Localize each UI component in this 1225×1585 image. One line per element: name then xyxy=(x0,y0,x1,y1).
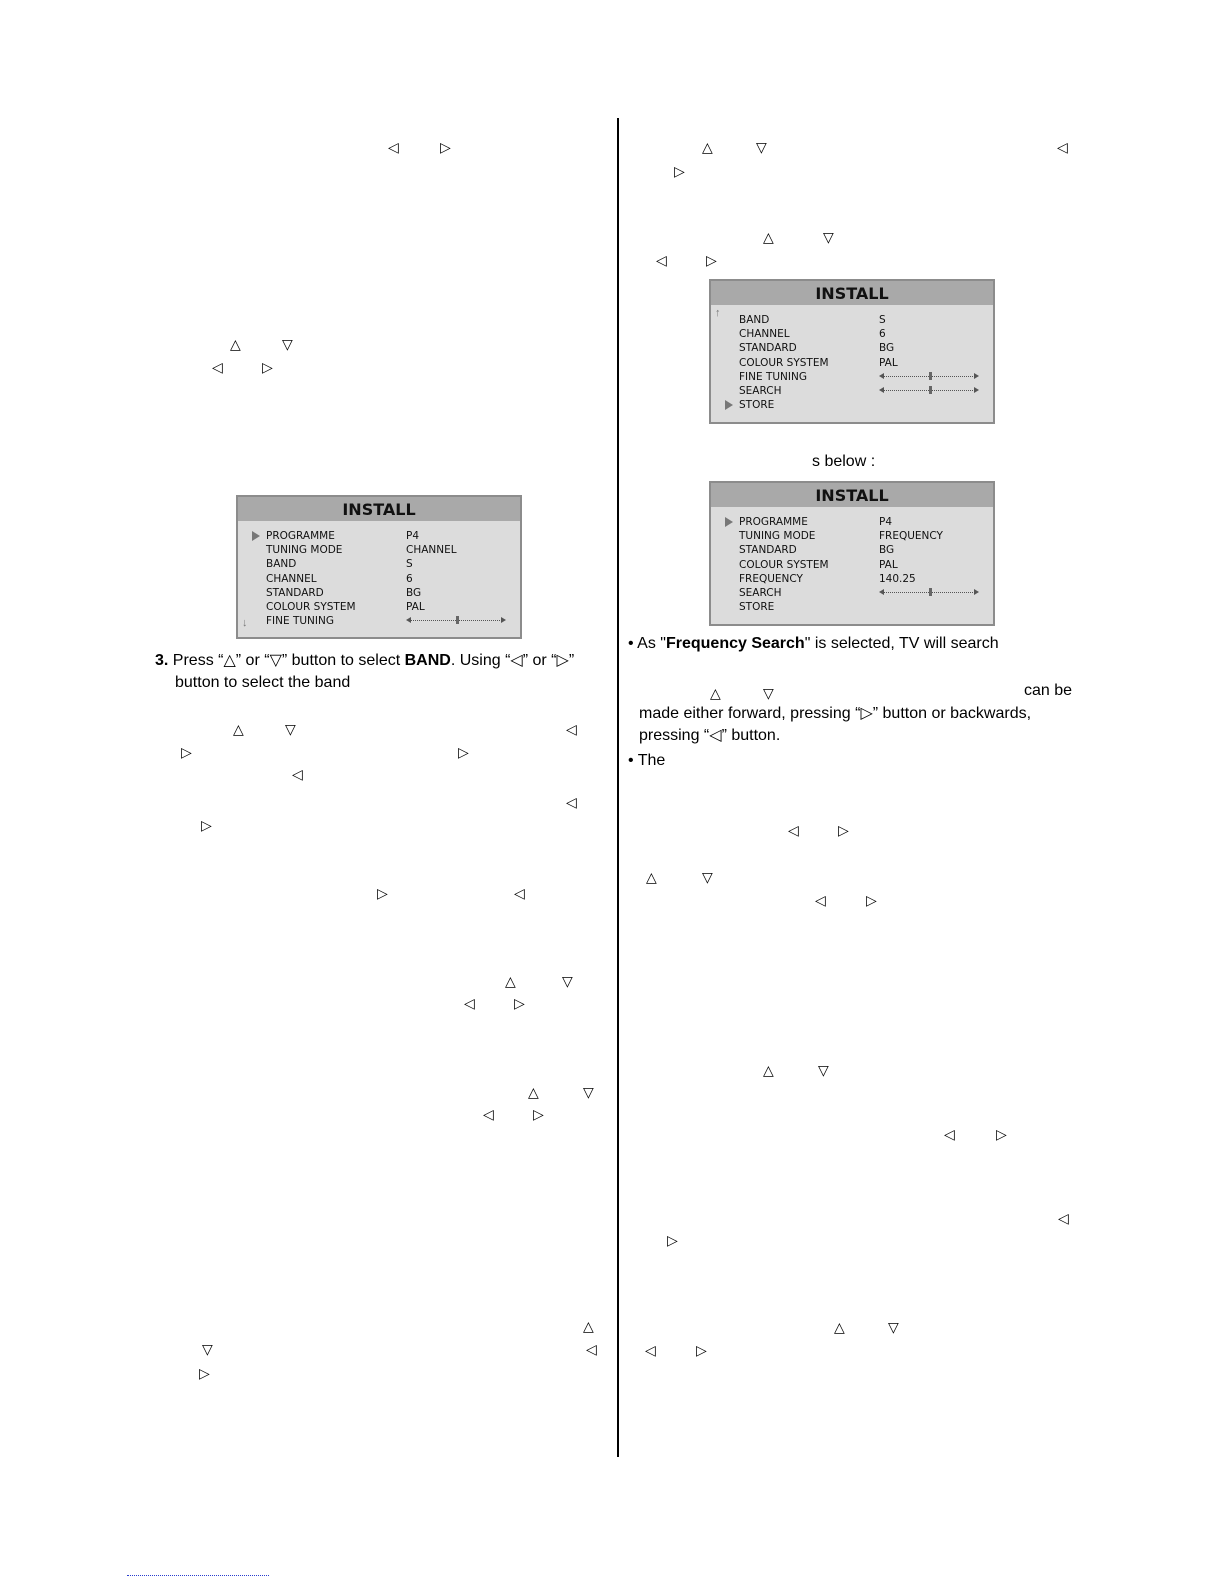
menu-rows xyxy=(711,507,993,614)
left-arrow-icon: ◁ xyxy=(212,359,223,375)
row-label: PROGRAMME xyxy=(266,530,335,542)
slider-knob[interactable] xyxy=(929,372,932,380)
step-number: 3. xyxy=(155,652,169,669)
up-arrow-icon: △ xyxy=(763,229,774,245)
left-arrow-icon: ◁ xyxy=(566,721,577,737)
right-arrow-icon: ▷ xyxy=(866,892,877,908)
pressing-line xyxy=(639,725,780,747)
row-label: STORE xyxy=(739,601,775,614)
row-value: S xyxy=(879,314,886,326)
menu-row-programme[interactable] xyxy=(711,515,993,529)
text-fragment: ” button. xyxy=(721,727,781,744)
row-label: PROGRAMME xyxy=(739,516,808,528)
up-arrow-icon: △ xyxy=(702,139,713,155)
left-arrow-icon: ◁ xyxy=(514,885,525,901)
text-fragment: ” button to select xyxy=(281,652,401,669)
slider-knob[interactable] xyxy=(929,386,932,394)
install-menu-store xyxy=(709,279,995,424)
up-arrow-icon: △ xyxy=(223,652,236,669)
right-arrow-icon: ▷ xyxy=(199,1365,210,1381)
row-value: 6 xyxy=(406,572,413,585)
row-value: S xyxy=(406,558,413,571)
menu-row-search[interactable] xyxy=(711,586,993,600)
right-arrow-icon: ▷ xyxy=(440,139,451,155)
row-label: SEARCH xyxy=(739,384,782,397)
menu-row-search[interactable] xyxy=(711,384,993,398)
menu-row-colour-system[interactable] xyxy=(238,600,520,614)
text-fragment: Press “ xyxy=(172,652,224,669)
step-3-line-2: button to select the band xyxy=(175,674,351,691)
row-label: STORE xyxy=(739,399,775,412)
menu-row-store[interactable] xyxy=(711,600,993,614)
row-label: STANDARD xyxy=(739,544,797,557)
row-label: SEARCH xyxy=(739,586,782,599)
menu-row-fine-tuning[interactable] xyxy=(238,614,520,628)
left-arrow-icon: ◁ xyxy=(709,727,722,744)
menu-title: INSTALL xyxy=(711,281,993,305)
row-value: P4 xyxy=(406,530,420,542)
row-value: P4 xyxy=(879,516,893,528)
left-arrow-icon: ◁ xyxy=(944,1126,955,1142)
text-fragment: ” or “ xyxy=(522,652,557,669)
down-arrow-icon: ▽ xyxy=(888,1319,899,1335)
selection-pointer-icon xyxy=(252,531,260,541)
slider-knob[interactable] xyxy=(929,588,932,596)
right-arrow-icon: ▷ xyxy=(556,652,569,669)
row-value: PAL xyxy=(879,356,898,369)
menu-row-tuning-mode[interactable] xyxy=(238,543,520,557)
slider-knob[interactable] xyxy=(456,616,459,624)
menu-title: INSTALL xyxy=(711,483,993,507)
right-arrow-icon: ▷ xyxy=(674,163,685,179)
down-arrow-icon: ▽ xyxy=(763,685,774,701)
fine-tuning-slider[interactable] xyxy=(879,376,979,378)
footer-dotted-line xyxy=(127,1575,269,1576)
slider-right-icon xyxy=(501,617,506,623)
row-label: BAND xyxy=(739,314,770,326)
left-arrow-icon: ◁ xyxy=(1057,139,1068,155)
row-value: 140.25 xyxy=(879,572,916,585)
right-arrow-icon: ▷ xyxy=(458,744,469,760)
text-fragment: ” or “ xyxy=(235,652,270,669)
menu-row-channel[interactable] xyxy=(711,327,993,341)
left-arrow-icon: ◁ xyxy=(464,995,475,1011)
down-arrow-icon: ▽ xyxy=(282,336,293,352)
left-arrow-icon: ◁ xyxy=(292,766,303,782)
text-fragment: pressing “ xyxy=(639,727,710,744)
menu-title: INSTALL xyxy=(238,497,520,521)
right-arrow-icon: ▷ xyxy=(838,822,849,838)
row-value: FREQUENCY xyxy=(879,530,943,543)
down-arrow-icon: ▽ xyxy=(202,1341,213,1357)
left-arrow-icon: ◁ xyxy=(788,822,799,838)
left-arrow-icon: ◁ xyxy=(586,1341,597,1357)
row-label: FINE TUNING xyxy=(266,615,335,628)
menu-row-band[interactable] xyxy=(238,557,520,571)
row-label: COLOUR SYSTEM xyxy=(739,356,829,369)
menu-row-programme[interactable] xyxy=(238,529,520,543)
row-label: FINE TUNING xyxy=(739,370,808,383)
right-arrow-icon: ▷ xyxy=(262,359,273,375)
row-value: BG xyxy=(879,544,895,557)
menu-row-band[interactable] xyxy=(711,313,993,327)
down-arrow-icon: ▽ xyxy=(583,1084,594,1100)
menu-row-frequency[interactable] xyxy=(711,572,993,586)
text-fragment: . Using “ xyxy=(450,652,511,669)
left-arrow-icon: ◁ xyxy=(510,652,523,669)
right-arrow-icon: ▷ xyxy=(533,1106,544,1122)
up-arrow-icon: △ xyxy=(763,1062,774,1078)
search-slider[interactable] xyxy=(879,592,979,594)
left-arrow-icon: ◁ xyxy=(566,794,577,810)
scroll-up-icon: ↑ xyxy=(715,307,721,319)
text-fragment: • As " xyxy=(628,635,666,652)
row-label: TUNING MODE xyxy=(266,544,343,557)
text-fragment: " is selected, TV will search xyxy=(804,635,999,652)
selection-pointer-icon xyxy=(725,517,733,527)
down-arrow-icon: ▽ xyxy=(562,973,573,989)
right-arrow-icon: ▷ xyxy=(514,995,525,1011)
row-label: FREQUENCY xyxy=(739,572,803,585)
up-arrow-icon: △ xyxy=(710,685,721,701)
right-arrow-icon: ▷ xyxy=(860,705,873,722)
left-arrow-icon: ◁ xyxy=(483,1106,494,1122)
down-arrow-icon: ▽ xyxy=(823,229,834,245)
left-arrow-icon: ◁ xyxy=(645,1342,656,1358)
install-menu-frequency xyxy=(709,481,995,626)
down-arrow-icon: ▽ xyxy=(818,1062,829,1078)
the-line: • The xyxy=(628,752,666,769)
row-value: CHANNEL xyxy=(406,544,457,557)
menu-row-standard[interactable] xyxy=(711,341,993,355)
menu-row-standard[interactable] xyxy=(238,586,520,600)
menu-row-standard[interactable] xyxy=(711,543,993,557)
row-label: STANDARD xyxy=(266,586,324,599)
menu-rows xyxy=(238,521,520,628)
row-label: TUNING MODE xyxy=(739,530,816,543)
right-arrow-icon: ▷ xyxy=(706,252,717,268)
row-value: BG xyxy=(406,586,422,599)
left-arrow-icon: ◁ xyxy=(1058,1210,1069,1226)
menu-rows xyxy=(711,305,993,412)
text-fragment: ” xyxy=(568,652,575,669)
band-keyword: BAND xyxy=(404,652,451,669)
row-label: COLOUR SYSTEM xyxy=(739,558,829,571)
row-label: CHANNEL xyxy=(739,328,790,341)
row-label: BAND xyxy=(266,558,297,571)
step-3-line-1 xyxy=(155,650,574,672)
down-arrow-icon: ▽ xyxy=(756,139,767,155)
slider-right-icon xyxy=(974,373,979,379)
text-fragment: ” button or backwards, xyxy=(872,705,1032,722)
up-arrow-icon: △ xyxy=(583,1318,594,1334)
selection-pointer-icon xyxy=(725,400,733,410)
slider-right-icon xyxy=(974,387,979,393)
down-arrow-icon: ▽ xyxy=(702,869,713,885)
row-value: PAL xyxy=(406,600,425,613)
row-label: STANDARD xyxy=(739,342,797,355)
up-arrow-icon: △ xyxy=(505,973,516,989)
row-label: COLOUR SYSTEM xyxy=(266,600,356,613)
up-arrow-icon: △ xyxy=(233,721,244,737)
row-value: BG xyxy=(879,342,895,355)
up-arrow-icon: △ xyxy=(834,1319,845,1335)
slider-right-icon xyxy=(974,589,979,595)
menu-row-fine-tuning[interactable] xyxy=(711,370,993,384)
left-arrow-icon: ◁ xyxy=(656,252,667,268)
left-arrow-icon: ◁ xyxy=(815,892,826,908)
down-arrow-icon: ▽ xyxy=(269,652,282,669)
right-arrow-icon: ▷ xyxy=(181,744,192,760)
row-value: PAL xyxy=(879,558,898,571)
right-arrow-icon: ▷ xyxy=(667,1232,678,1248)
install-menu-channel xyxy=(236,495,522,639)
menu-row-channel[interactable] xyxy=(238,572,520,586)
search-slider[interactable] xyxy=(879,390,979,392)
frequency-search-line xyxy=(628,633,999,655)
up-arrow-icon: △ xyxy=(528,1084,539,1100)
right-arrow-icon: ▷ xyxy=(201,817,212,833)
right-arrow-icon: ▷ xyxy=(696,1342,707,1358)
left-arrow-icon: ◁ xyxy=(388,139,399,155)
down-arrow-icon: ▽ xyxy=(285,721,296,737)
fine-tuning-slider[interactable] xyxy=(406,620,506,622)
caption-below: s below : xyxy=(812,453,876,470)
up-arrow-icon: △ xyxy=(646,869,657,885)
forward-line xyxy=(639,703,1031,725)
right-arrow-icon: ▷ xyxy=(996,1126,1007,1142)
can-be-text: can be xyxy=(1024,682,1073,699)
text-fragment: made either forward, pressing “ xyxy=(639,705,861,722)
row-value: 6 xyxy=(879,328,886,341)
menu-row-tuning-mode[interactable] xyxy=(711,529,993,543)
row-label: CHANNEL xyxy=(266,572,317,585)
scroll-down-icon: ↓ xyxy=(242,617,248,629)
menu-row-store[interactable] xyxy=(711,398,993,412)
menu-row-colour-system[interactable] xyxy=(711,558,993,572)
column-divider xyxy=(617,118,619,1457)
right-arrow-icon: ▷ xyxy=(377,885,388,901)
frequency-search-keyword: Frequency Search xyxy=(665,635,805,652)
up-arrow-icon: △ xyxy=(230,336,241,352)
menu-row-colour-system[interactable] xyxy=(711,356,993,370)
